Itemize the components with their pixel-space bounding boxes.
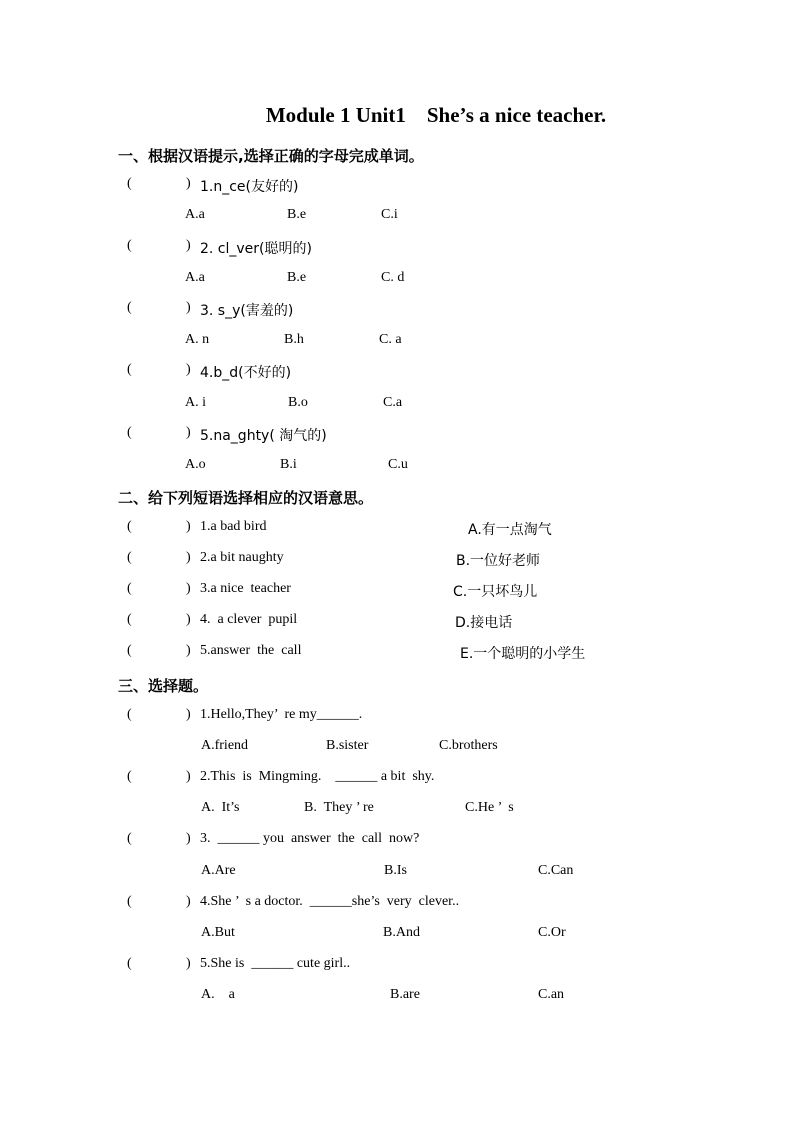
question-row [0, 831, 794, 851]
question-text: 2.This is Mingming. ______ a bit shy. [200, 769, 435, 784]
option-c: C.an [538, 987, 565, 1002]
option-a: A.friend [201, 738, 249, 753]
option-b: B.And [383, 925, 420, 940]
question-row [0, 300, 794, 320]
answer-paren-right: ) [186, 176, 191, 191]
section-1-heading: 一、根据汉语提示,选择正确的字母完成单词。 [118, 147, 424, 165]
question-text: 3. ______ you answer the call now? [200, 831, 420, 846]
question-row [0, 425, 794, 445]
answer-paren-left: ( [127, 894, 132, 909]
option-b: B.Is [384, 863, 407, 878]
phrase-chinese: B.一位好老师 [456, 553, 541, 569]
phrase-english: 3.a nice teacher [200, 581, 291, 596]
options-row [0, 800, 794, 820]
answer-paren-left: ( [127, 300, 132, 315]
answer-paren-right: ) [186, 643, 191, 658]
question-row [0, 894, 794, 914]
answer-paren-right: ) [186, 300, 191, 315]
option-a: A.a [185, 270, 205, 285]
phrase-english: 5.answer the call [200, 643, 302, 658]
question-row [0, 176, 794, 196]
answer-paren-left: ( [127, 581, 132, 596]
phrase-chinese: E.一个聪明的小学生 [460, 646, 586, 662]
options-row [0, 987, 794, 1007]
question-text: 4.b_d(不好的) [200, 365, 292, 381]
option-a: A.Are [201, 863, 236, 878]
answer-paren-right: ) [186, 581, 191, 596]
question-text: 1.n_ce(友好的) [200, 179, 299, 195]
option-b: B.h [284, 332, 304, 347]
question-text: 3. s_y(害羞的) [200, 303, 294, 319]
question-text: 2. cl_ver(聪明的) [200, 241, 312, 257]
options-row [0, 738, 794, 758]
option-a: A. It’s [201, 800, 240, 815]
question-text: 5.She is ______ cute girl.. [200, 956, 351, 971]
match-row [0, 550, 794, 570]
answer-paren-left: ( [127, 362, 132, 377]
section-3-heading: 三、选择题。 [118, 677, 209, 695]
answer-paren-left: ( [127, 831, 132, 846]
option-b: B.e [287, 270, 307, 285]
options-row [0, 332, 794, 352]
section-2-heading: 二、给下列短语选择相应的汉语意思。 [118, 489, 374, 507]
phrase-english: 2.a bit naughty [200, 550, 284, 565]
match-row [0, 581, 794, 601]
worksheet-title: Module 1 Unit1 She’s a nice teacher. [265, 103, 607, 127]
phrase-english: 1.a bad bird [200, 519, 267, 534]
question-row [0, 707, 794, 727]
answer-paren-left: ( [127, 707, 132, 722]
question-text: 5.na_ghty( 淘气的) [200, 428, 327, 444]
option-b: B.are [390, 987, 420, 1002]
answer-paren-left: ( [127, 425, 132, 440]
answer-paren-left: ( [127, 238, 132, 253]
answer-paren-right: ) [186, 519, 191, 534]
option-c: C.He ’ s [465, 800, 514, 815]
answer-paren-right: ) [186, 707, 191, 722]
option-c: C.brothers [439, 738, 498, 753]
options-row [0, 457, 794, 477]
phrase-chinese: A.有一点淘气 [468, 522, 552, 538]
options-row [0, 270, 794, 290]
match-row [0, 519, 794, 539]
question-text: 4.She ’ s a doctor. ______she’s very clever.. [200, 894, 460, 909]
option-a: A. i [185, 395, 206, 410]
options-row [0, 395, 794, 415]
phrase-chinese: C.一只坏鸟儿 [453, 584, 538, 600]
phrase-chinese: D.接电话 [455, 615, 513, 631]
answer-paren-left: ( [127, 550, 132, 565]
answer-paren-right: ) [186, 612, 191, 627]
answer-paren-left: ( [127, 643, 132, 658]
answer-paren-right: ) [186, 425, 191, 440]
phrase-english: 4. a clever pupil [200, 612, 298, 627]
option-a: A. a [201, 987, 235, 1002]
question-row [0, 362, 794, 382]
option-b: B. They ’ re [304, 800, 374, 815]
option-b: B.o [288, 395, 308, 410]
answer-paren-left: ( [127, 612, 132, 627]
option-a: A.a [185, 207, 205, 222]
option-c: C.u [388, 457, 408, 472]
answer-paren-left: ( [127, 956, 132, 971]
answer-paren-left: ( [127, 769, 132, 784]
option-c: C.a [383, 395, 403, 410]
option-a: A.o [185, 457, 206, 472]
options-row [0, 925, 794, 945]
answer-paren-right: ) [186, 362, 191, 377]
answer-paren-right: ) [186, 956, 191, 971]
option-c: C.i [381, 207, 398, 222]
question-row [0, 956, 794, 976]
match-row [0, 612, 794, 632]
option-a: A. n [185, 332, 210, 347]
question-text: 1.Hello,They’ re my______. [200, 707, 363, 722]
answer-paren-right: ) [186, 238, 191, 253]
option-c: C.Can [538, 863, 574, 878]
option-c: C. d [381, 270, 405, 285]
question-row [0, 769, 794, 789]
options-row [0, 863, 794, 883]
answer-paren-right: ) [186, 831, 191, 846]
option-c: C.Or [538, 925, 566, 940]
option-c: C. a [379, 332, 402, 347]
question-row [0, 238, 794, 258]
option-b: B.sister [326, 738, 369, 753]
answer-paren-right: ) [186, 894, 191, 909]
options-row [0, 207, 794, 227]
option-b: B.i [280, 457, 297, 472]
answer-paren-right: ) [186, 769, 191, 784]
option-a: A.But [201, 925, 235, 940]
option-b: B.e [287, 207, 307, 222]
answer-paren-right: ) [186, 550, 191, 565]
match-row [0, 643, 794, 663]
answer-paren-left: ( [127, 519, 132, 534]
answer-paren-left: ( [127, 176, 132, 191]
